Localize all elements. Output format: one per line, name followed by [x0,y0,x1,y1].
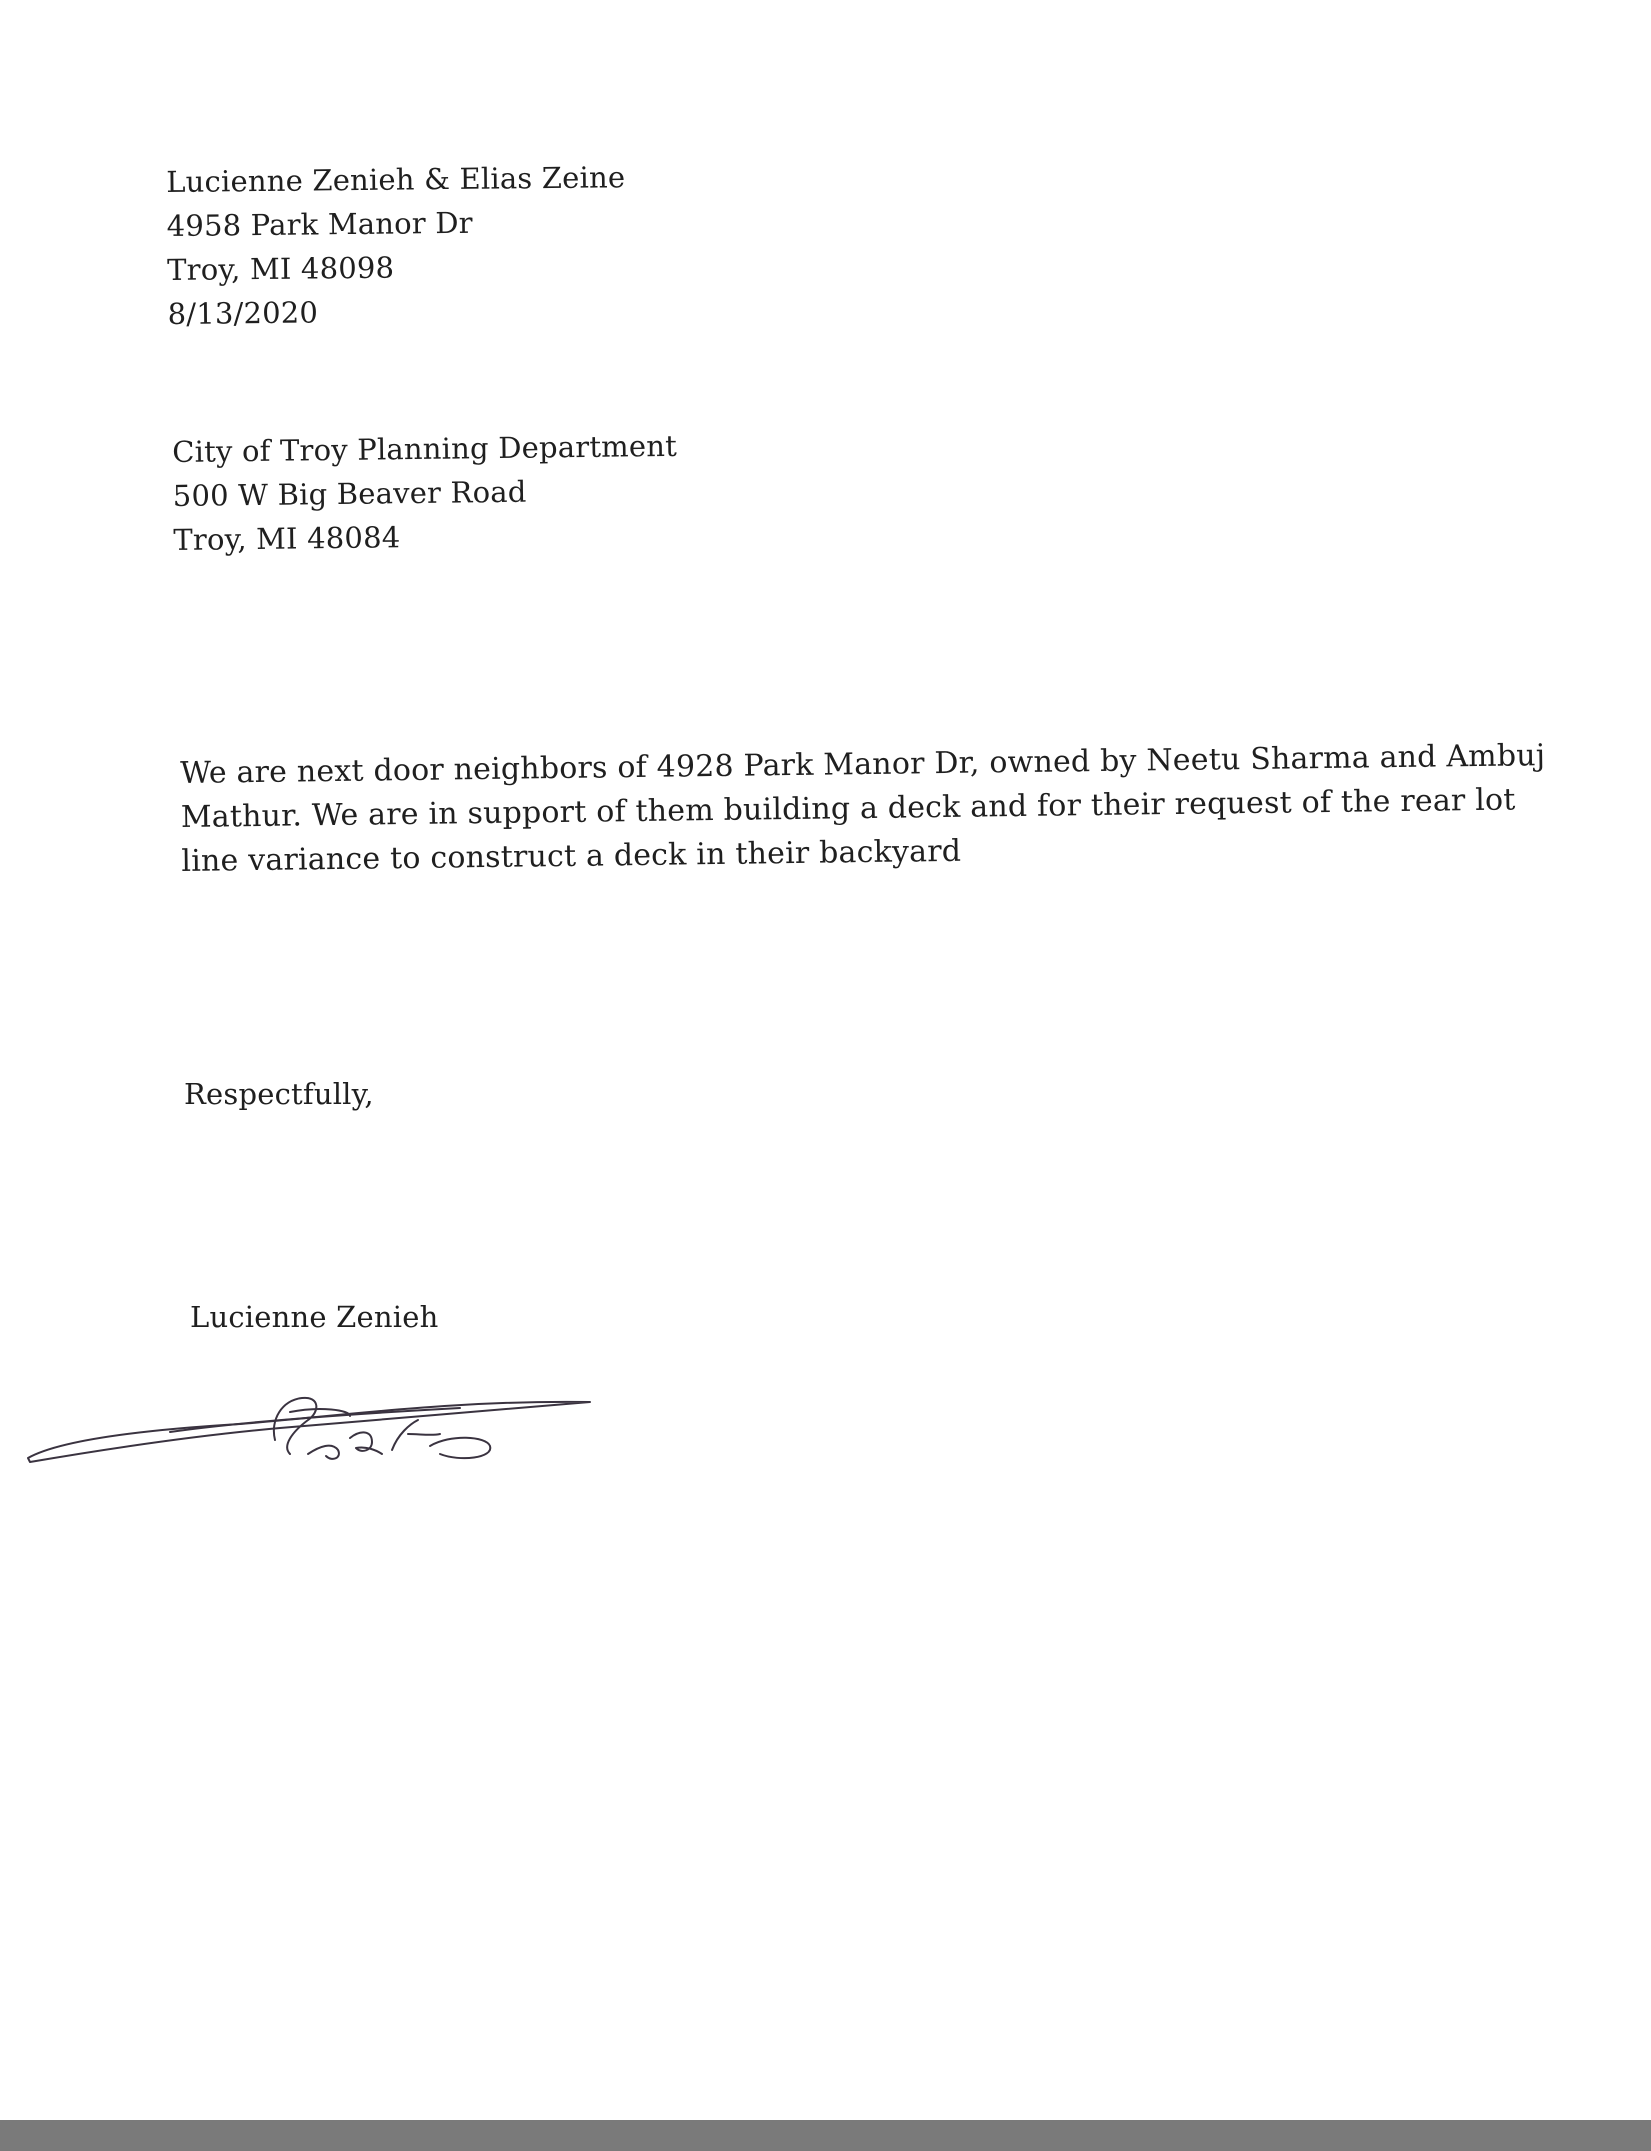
letter-date: 8/13/2020 [167,295,319,331]
recipient-city-state-zip: Troy, MI 48084 [173,520,401,557]
signer-name: Lucienne Zenieh [190,1300,439,1334]
recipient-address-block [172,424,678,562]
recipient-name: City of Troy Planning Department [172,428,678,469]
sender-names: Lucienne Zenieh & Elias Zeine [166,160,626,199]
sender-address-block [166,155,627,336]
sender-city-state-zip: Troy, MI 48098 [166,250,395,287]
body-line: Mathur. We are in support of them building a deck and for their request of the rear lot [180,782,1516,835]
recipient-street: 500 W Big Beaver Road [172,474,527,513]
handwritten-signature [20,1350,600,1470]
body-line: We are next door neighbors of 4928 Park Manor Dr, owned by Neetu Sharma and Ambuj [180,738,1546,791]
closing-salutation: Respectfully, [184,1077,374,1111]
sender-street: 4958 Park Manor Dr [166,205,473,243]
letter-body [180,735,1546,884]
scan-edge-band [0,2120,1651,2151]
body-line: line variance to construct a deck in their backyard [181,833,962,879]
